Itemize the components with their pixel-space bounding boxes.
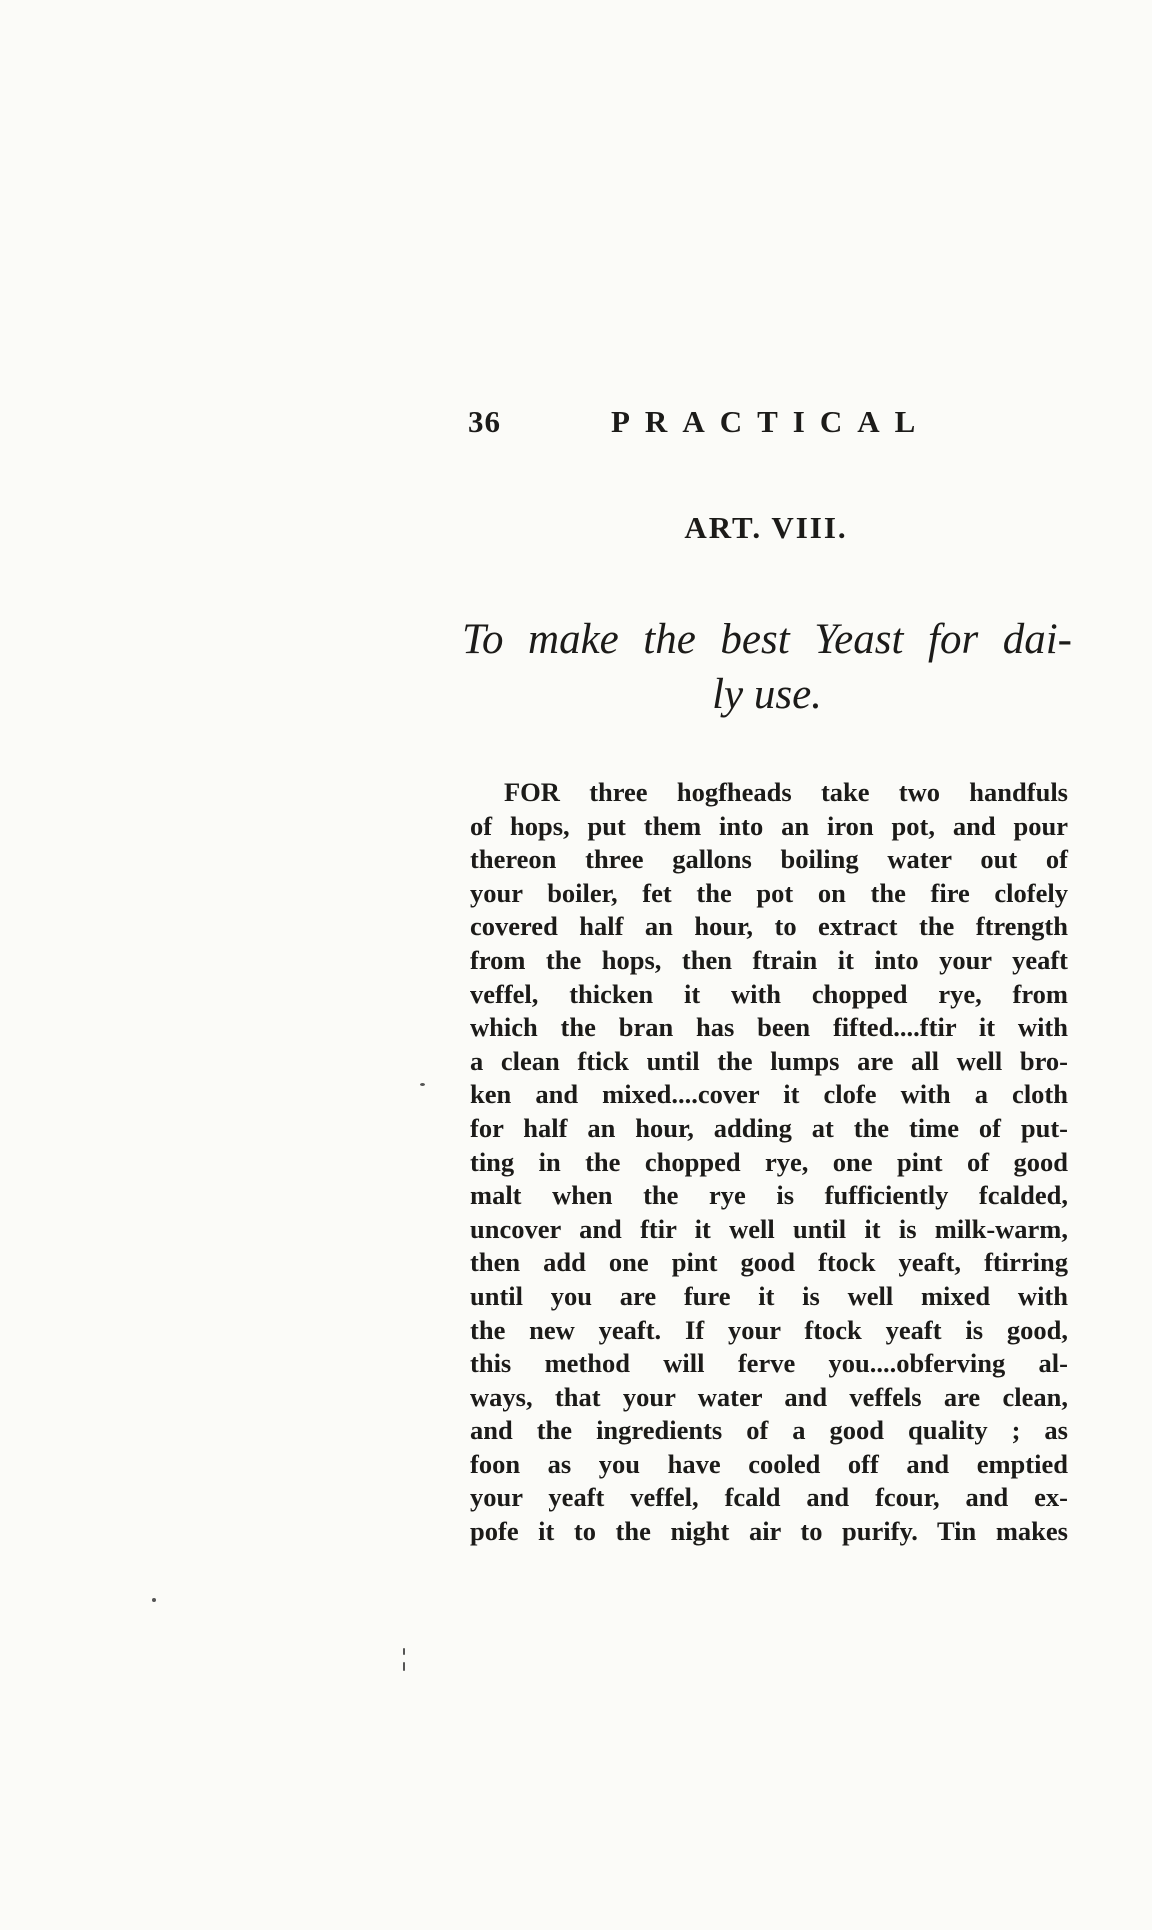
body-line: for half an hour, adding at the time of put- <box>470 1112 1068 1143</box>
article-body <box>470 776 1068 1549</box>
body-line: foon as you have cooled off and emptied <box>470 1448 1068 1479</box>
body-line: veffel, thicken it with chopped rye, from <box>470 978 1068 1009</box>
body-line: ting in the chopped rye, one pint of good <box>470 1146 1068 1177</box>
body-line: and the ingredients of a good quality ; as <box>470 1415 1068 1446</box>
body-line: until you are fure it is well mixed with <box>470 1280 1068 1311</box>
body-line: ways, that your water and veffels are clean, <box>470 1381 1068 1412</box>
scan-speck <box>403 1662 405 1671</box>
article-title-line: ly use. <box>712 671 822 718</box>
scan-speck <box>420 1083 425 1086</box>
body-line: from the hops, then ftrain it into your yeaft <box>470 944 1068 975</box>
body-line: pofe it to the night air to purify. Tin makes <box>470 1516 1068 1547</box>
body-line: malt when the rye is fufficiently fcalded, <box>470 1180 1068 1211</box>
body-line: your yeaft veffel, fcald and fcour, and ex- <box>470 1482 1068 1513</box>
body-line: which the bran has been fifted....ftir it with <box>470 1012 1068 1043</box>
body-line: the new yeaft. If your ftock yeaft is good, <box>470 1314 1068 1345</box>
body-line: a clean ftick until the lumps are all well bro- <box>470 1045 1068 1076</box>
page-number: 36 <box>468 404 501 439</box>
article-title <box>462 612 1072 722</box>
body-line: of hops, put them into an iron pot, and pour <box>470 810 1068 841</box>
running-head <box>468 404 958 448</box>
article-title-line: To make the best Yeast for dai- <box>462 616 1072 663</box>
article-number: ART. VIII. <box>684 510 848 545</box>
scan-speck <box>403 1648 405 1655</box>
scan-speck <box>152 1598 156 1602</box>
body-line: uncover and ftir it well until it is milk-warm, <box>470 1213 1068 1244</box>
body-line: ken and mixed....cover it clofe with a cloth <box>470 1079 1068 1110</box>
running-title: PRACTICAL <box>611 404 931 439</box>
body-line: this method will ferve you....obferving al- <box>470 1348 1068 1379</box>
body-line: thereon three gallons boiling water out of <box>470 844 1068 875</box>
body-line: your boiler, fet the pot on the fire clofely <box>470 877 1068 908</box>
body-line: then add one pint good ftock yeaft, ftirring <box>470 1247 1068 1278</box>
body-line: covered half an hour, to extract the ftrength <box>470 911 1068 942</box>
body-line: FOR three hogfheads take two handfuls <box>504 777 1068 807</box>
